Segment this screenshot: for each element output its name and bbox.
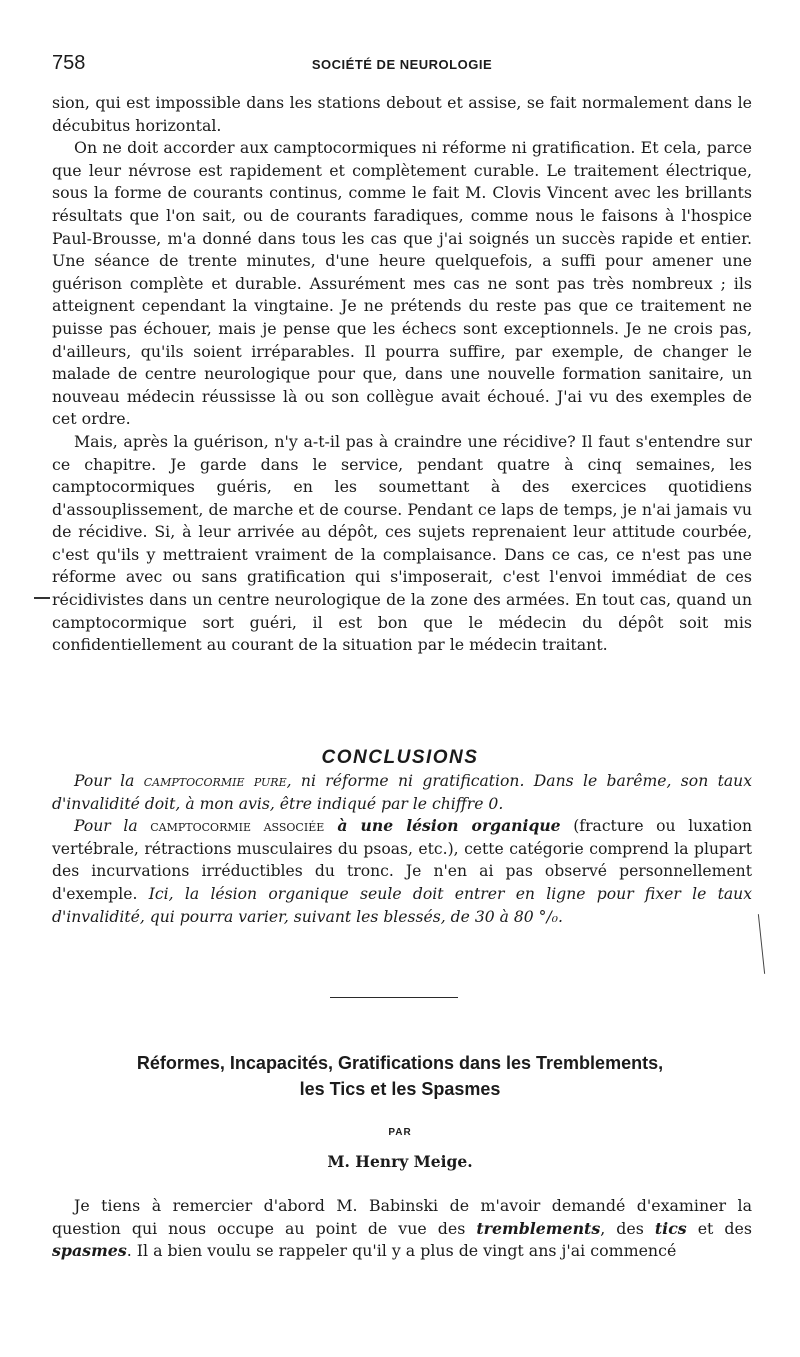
article-title-line: Réformes, Incapacités, Gratifications dans les Tremblements,: [136, 1053, 664, 1073]
section-heading: CONCLUSIONS: [321, 747, 479, 768]
running-head: SOCIÉTÉ DE NEUROLOGIE: [311, 57, 493, 72]
paragraph: sion, qui est impossible dans les stations debout et assise, se fait normalement dans le décubitus horizontal.: [52, 93, 752, 135]
paragraph: Je tiens à remercier d'abord M. Babinski de m'avoir demandé d'examiner la question qui nous occupe au point de vue des tremblements, des tics et des spasmes. Il a bien voulu se rappeler qu'il y a plus de vingt ans j'ai commencé: [52, 1196, 752, 1261]
page-header: [52, 52, 752, 76]
page-number: 758: [52, 52, 86, 74]
margin-mark: [34, 597, 50, 599]
section-divider: [330, 997, 458, 998]
byline-par: PAR: [388, 1127, 412, 1138]
article-title-line: les Tics et les Spasmes: [299, 1079, 501, 1099]
conclusion-paragraph: Pour la camptocormie pure, ni réforme ni gratification. Dans le barême, son taux d'invalidité doit, à mon avis, être indiqué par le chiffre 0.: [52, 772, 752, 813]
conclusion-paragraph: Pour la camptocormie associée à une lésion organique (fracture ou luxation vertébrale, rétractions musculaires du psoas, etc.), cette catégorie comprend la plupart des incurvations irréductibles du tronc. Je n'en ai pas observé personnellement d'exemple. Ici, la lésion organique seule doit entrer en ligne pour fixer le taux d'invalidité, qui pourra varier, suivant les blessés, de 30 à 80 °/₀.: [52, 816, 752, 926]
article-body: [52, 1195, 752, 1263]
conclusions-section: [52, 770, 752, 928]
paragraph: On ne doit accorder aux camptocormiques ni réforme ni gratification. Et cela, parce que leur névrose est rapidement et complètement curable. Le traitement électrique, sous la forme de courants continus, comme le fait M. Clovis Vincent avec les brillants résultats que l'on sait, ou de courants faradiques, comme nous le faisons à l'hospice Paul-Brousse, m'a donné dans tous les cas que j'ai soignés un succès rapide et entier. Une séance de trente minutes, d'une heure quelquefois, a suffi pour amener une guérison complète et durable. Assurément mes cas ne sont pas très nombreux ; ils atteignent cependant la vingtaine. Je ne prétends du reste pas que ce traitement ne puisse pas échouer, mais je pense que les échecs sont exceptionnels. Je ne crois pas, d'ailleurs, qu'ils soient irréparables. Il pourra suffire, par exemple, de changer le malade de centre neurologique pour que, dans une nouvelle formation sanitaire, un nouveau médecin réussisse là ou son collègue avait échoué. J'ai vu des exemples de cet ordre.: [52, 138, 752, 429]
author-name: M. Henry Meige.: [327, 1152, 473, 1171]
paragraph: Mais, après la guérison, n'y a-t-il pas à craindre une récidive? Il faut s'entendre sur ce chapitre. Je garde dans le service, pendant quatre à cinq semaines, les camptocormiques guéris, en les soumettant à des exercices quotidiens d'assouplissement, de marche et de course. Pendant ce laps de temps, je n'ai jamais vu de récidive. Si, à leur arrivée au dépôt, ces sujets reprenaient leur attitude courbée, c'est qu'ils y mettraient vraiment de la complaisance. Dans ce cas, ce n'est pas une réforme avec ou sans gratification qui s'imposerait, c'est l'envoi immédiat de ces récidivistes dans un centre neurologique de la zone des armées. En tout cas, quand un camptocormique sort guéri, il est bon que le médecin du dépôt soit mis confidentiellement au courant de la situation par le médecin traitant.: [52, 431, 752, 655]
article-title: [40, 1050, 760, 1102]
body-text: [52, 92, 752, 657]
margin-bracket: [758, 914, 765, 974]
